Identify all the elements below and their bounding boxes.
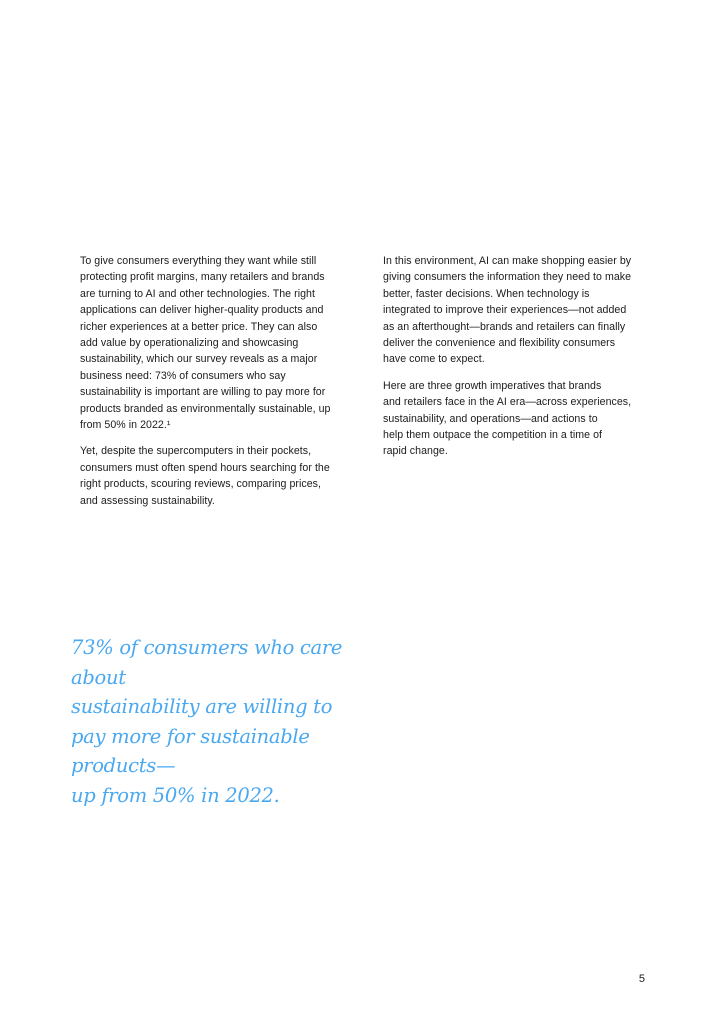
left-text-column <box>80 253 345 519</box>
right-text-column <box>383 253 655 470</box>
left-paragraph-1: To give consumers everything they want while still protecting profit margins, many retailers and brands are turning to AI and other technologies. The right applications can deliver higher-quality products and richer experiences at a better price. They can also add value by operationalizing and showcasing sustainability, which our survey reveals as a major business need: 73% of consumers who say sustainability is important are willing to pay more for products branded as environmentally sustainable, up from 50% in 2022.¹ <box>80 255 331 432</box>
right-paragraph-1: In this environment, AI can make shopping easier by giving consumers the information they need to make better, faster decisions. When technology is integrated to improve their experiences—not added as an afterthought—brands and retailers can finally deliver the convenience and flexibility consumers have come to expect. <box>383 255 632 366</box>
pull-quote: 73% of consumers who care about sustainability are willing to pay more for sustainable products— up from 50% in 2022. <box>71 636 343 807</box>
left-paragraph-2: Yet, despite the supercomputers in their pockets, consumers must often spend hours searching for the right products, scouring reviews, comparing prices, and assessing sustainability. <box>80 445 330 507</box>
page-number: 5 <box>638 973 645 985</box>
right-paragraph-2: Here are three growth imperatives that brands and retailers face in the AI era—across experiences, sustainability, and operations—and actions to help them outpace the competition in a time of rapid change. <box>383 379 632 458</box>
